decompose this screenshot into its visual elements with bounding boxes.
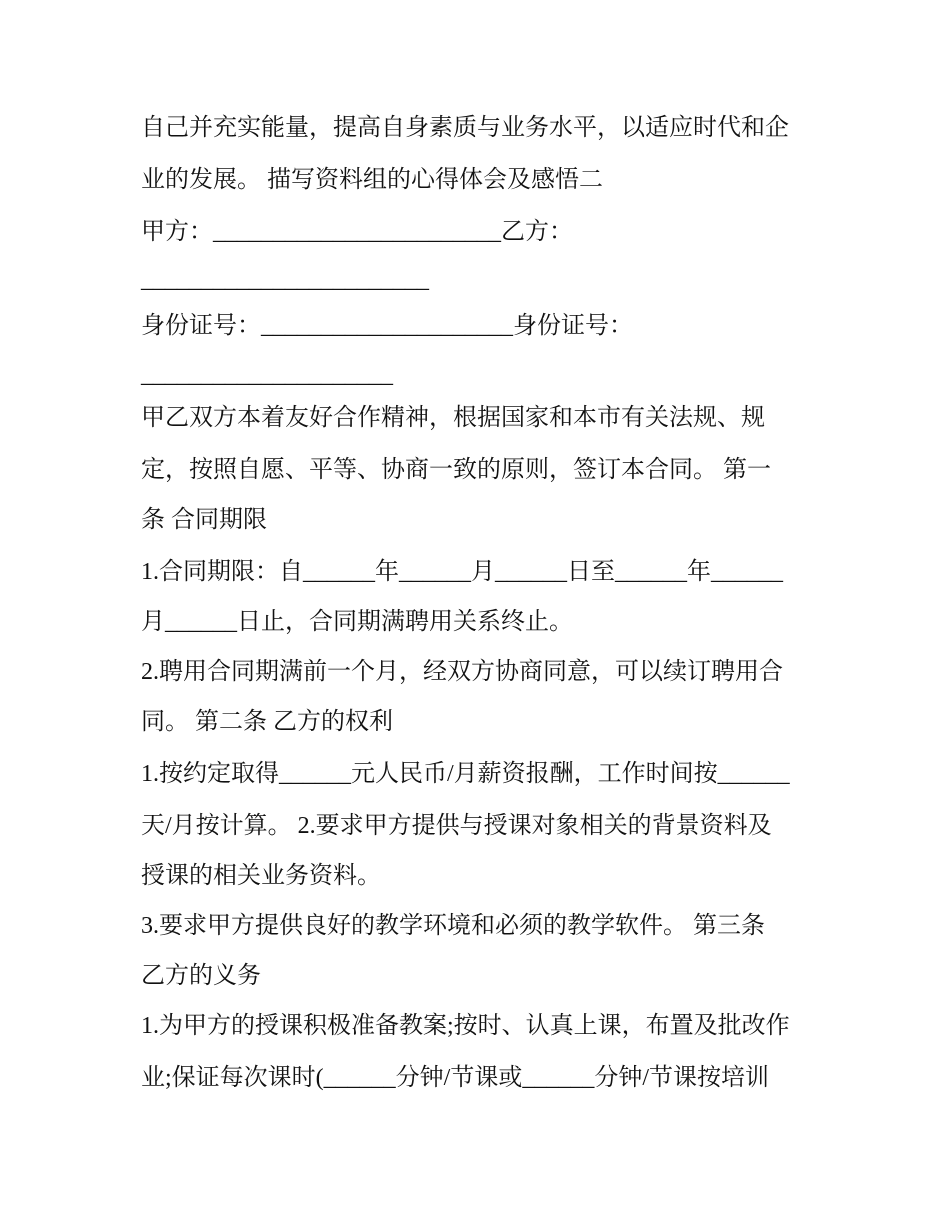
text-line: 3.要求甲方提供良好的教学环境和必须的教学软件。 第三条 — [141, 913, 765, 939]
text-line: 1.为甲方的授课积极准备教案;按时、认真上课，布置及批改作 — [141, 1013, 790, 1039]
blank-line: _____________________ — [141, 362, 393, 388]
text-line: 乙方的义务 — [141, 963, 261, 989]
text-line: 天/月按计算。 2.要求甲方提供与授课对象相关的背景资料及 — [141, 813, 772, 839]
text-line: 业;保证每次课时(______分钟/节课或______分钟/节课按培训 — [141, 1065, 769, 1091]
blank-line: ________________________ — [141, 267, 429, 293]
text-line: 月______日止，合同期满聘用关系终止。 — [141, 609, 573, 635]
text-line: 2.聘用合同期满前一个月，经双方协商同意，可以续订聘用合 — [141, 659, 783, 685]
text-line: 授课的相关业务资料。 — [141, 863, 381, 889]
text-line: 定，按照自愿、平等、协商一致的原则，签订本合同。 第一 — [141, 457, 771, 483]
text-line: 1.合同期限：自______年______月______日至______年______ — [141, 559, 783, 585]
text-line: 1.按约定取得______元人民币/月薪资报酬，工作时间按______ — [141, 761, 790, 787]
text-line: 同。 第二条 乙方的权利 — [141, 709, 393, 735]
id-number-line: 身份证号：_____________________身份证号： — [141, 313, 633, 339]
party-a-b-line: 甲方：________________________乙方： — [141, 219, 573, 245]
text-line: 自己并充实能量，提高自身素质与业务水平，以适应时代和企 — [141, 115, 789, 141]
text-line: 业的发展。 描写资料组的心得体会及感悟二 — [141, 167, 603, 193]
text-line: 甲乙双方本着友好合作精神，根据国家和本市有关法规、规 — [141, 405, 765, 431]
text-line: 条 合同期限 — [141, 507, 267, 533]
